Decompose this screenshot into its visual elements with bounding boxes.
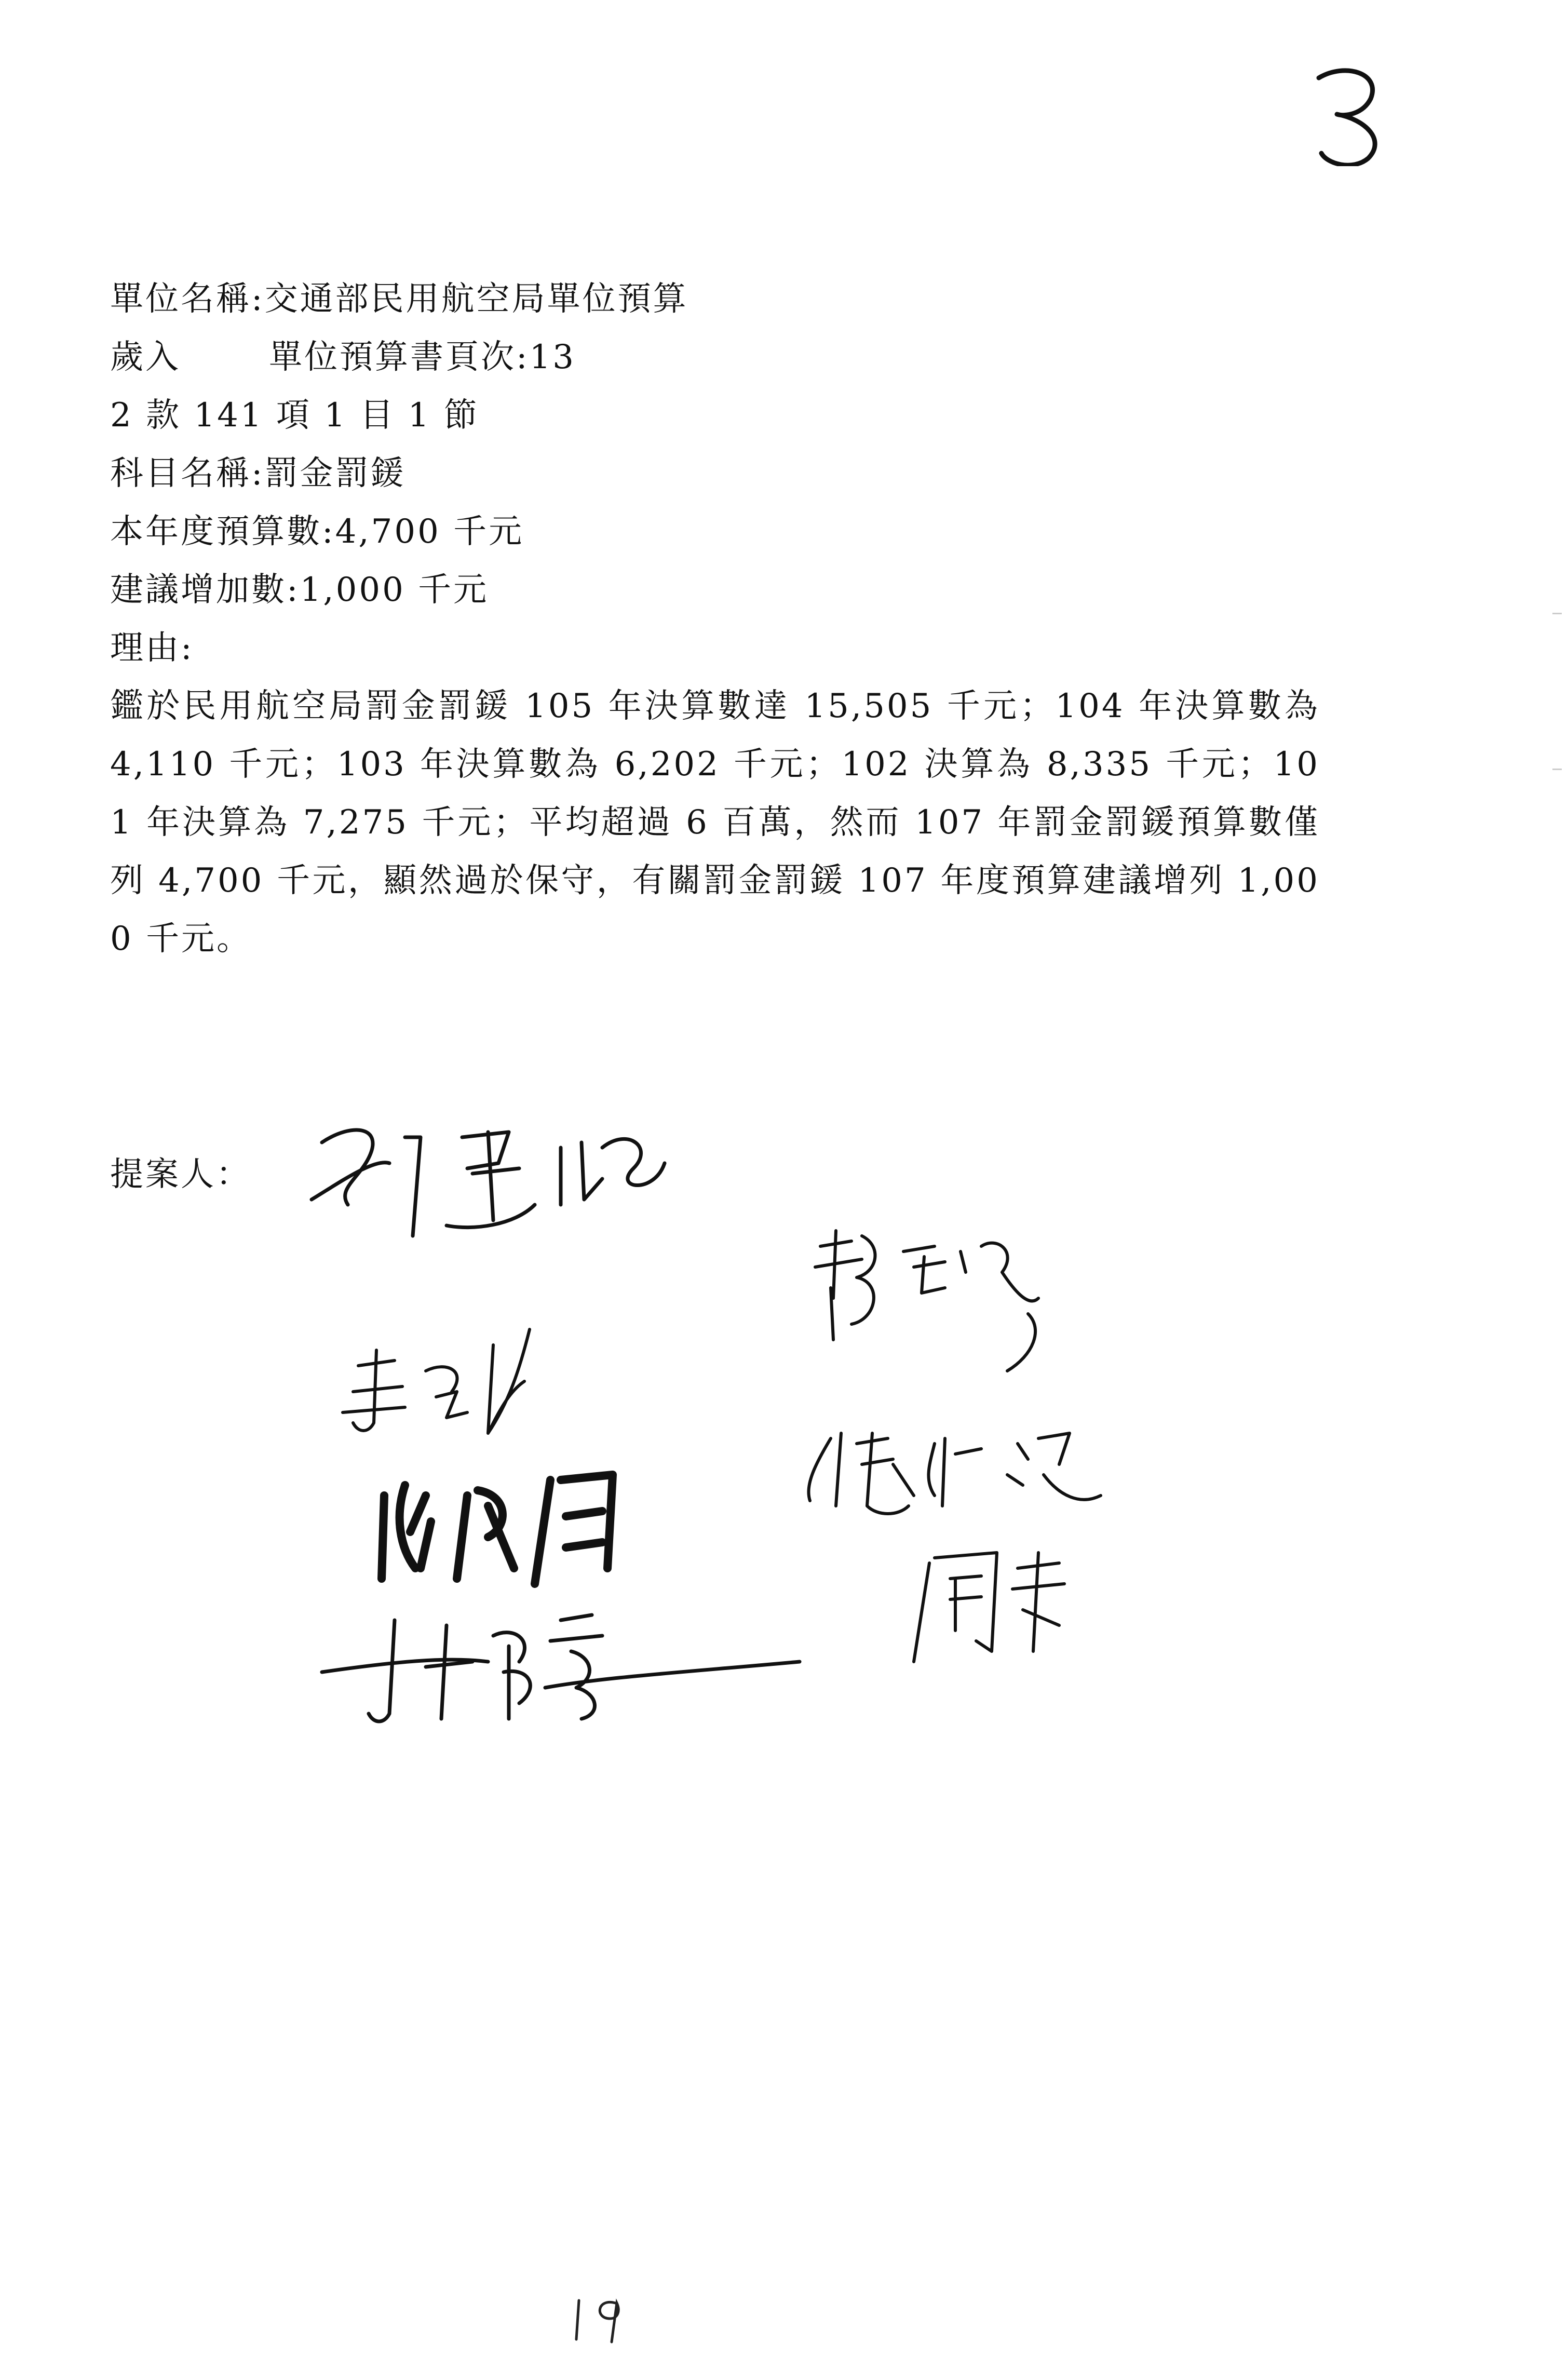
- handwritten-page-number: [1308, 62, 1391, 166]
- handwritten-footer-page-number: [566, 2290, 633, 2347]
- unit-name-value: 交通部民用航空局單位預算: [264, 280, 688, 318]
- signature-6: [914, 1553, 1064, 1662]
- current-budget-label: 本年度預算數:: [110, 513, 335, 551]
- signature-4: [808, 1433, 1101, 1514]
- signature-7: [322, 1615, 800, 1721]
- current-budget-value: 4,700 千元: [335, 513, 524, 551]
- scan-edge-mark: [1552, 769, 1562, 770]
- handwritten-signatures: [291, 1101, 1225, 1828]
- budget-page-label: 單位預算書頁次:: [269, 338, 530, 376]
- unit-name-line: [110, 270, 1335, 328]
- income-page-line: [110, 328, 1335, 386]
- current-budget-line: [110, 503, 1335, 561]
- proposed-increase-label: 建議增加數:: [110, 571, 300, 609]
- reason-label: 理由:: [110, 629, 194, 667]
- signature-3: [343, 1329, 530, 1433]
- classification-line: 2 款 141 項 1 目 1 節: [110, 396, 479, 435]
- unit-name-label: 單位名稱:: [110, 280, 265, 318]
- reason-paragraph: 鑑於民用航空局罰金罰鍰 105 年決算數達 15,505 千元；104 年決算數為 4,110 千元；103 年決算數為 6,202 千元；102 決算為 8,335 千元；101 年決算為 7,275 千元；平均超過 6 百萬，然而 107 年罰金罰鍰預算數僅列 4,700 千元，顯然過於保守，有關罰金罰鍰 107 年度預算建議增列 1,000 千元。: [110, 687, 1320, 958]
- subject-value: 罰金罰鍰: [264, 454, 406, 493]
- proposal-body: [110, 270, 1335, 968]
- budget-page-value: 13: [529, 338, 576, 376]
- signature-2: [815, 1231, 1038, 1371]
- scan-edge-mark: [1552, 613, 1562, 614]
- subject-label: 科目名稱:: [110, 454, 265, 493]
- proposed-increase-line: [110, 561, 1335, 619]
- proposers-label: 提案人：: [110, 1155, 251, 1194]
- income-label: 歲入: [110, 338, 181, 376]
- signature-5: [382, 1475, 613, 1584]
- proposed-increase-value: 1,000 千元: [300, 571, 489, 609]
- subject-line: [110, 445, 1335, 503]
- signature-1: [312, 1130, 665, 1236]
